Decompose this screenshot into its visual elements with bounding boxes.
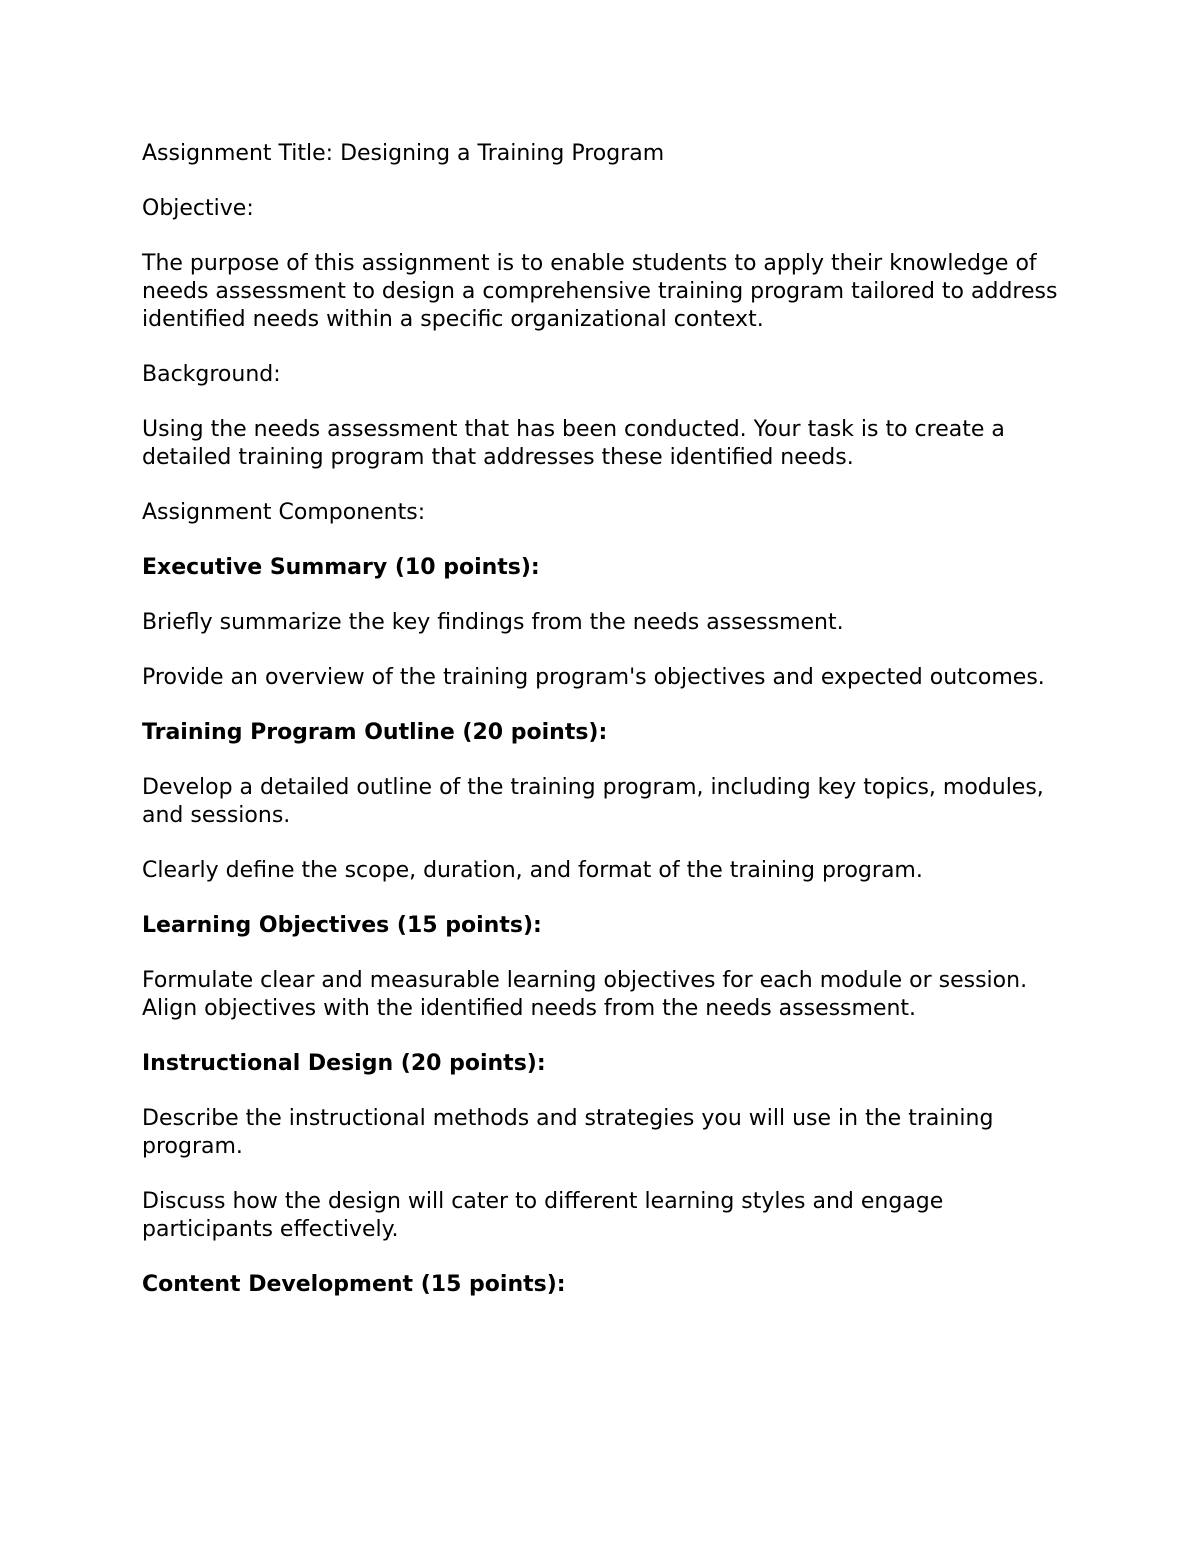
assignment-title: Assignment Title: Designing a Training Program xyxy=(142,141,665,166)
section-paragraph: Develop a detailed outline of the training program, including key topics, modules, and sessions. xyxy=(142,775,1044,828)
document-body xyxy=(142,140,1072,1326)
background-text: Using the needs assessment that has been conducted. Your task is to create a detailed training program that addresses these identified needs. xyxy=(142,417,1005,470)
section-heading-executive-summary: Executive Summary (10 points): xyxy=(142,555,540,580)
section-paragraph: Formulate clear and measurable learning objectives for each module or session. Align objectives with the identified needs from the needs assessment. xyxy=(142,968,1028,1021)
objective-text: The purpose of this assignment is to enable students to apply their knowledge of needs assessment to design a comprehensive training program tailored to address identified needs within a specific organizational context. xyxy=(142,251,1058,332)
section-paragraph: Clearly define the scope, duration, and format of the training program. xyxy=(142,858,923,883)
background-label: Background: xyxy=(142,362,281,387)
section-paragraph: Briefly summarize the key findings from the needs assessment. xyxy=(142,610,844,635)
section-heading-content-development: Content Development (15 points): xyxy=(142,1272,566,1297)
section-heading-training-program-outline: Training Program Outline (20 points): xyxy=(142,720,608,745)
section-paragraph: Provide an overview of the training program's objectives and expected outcomes. xyxy=(142,665,1045,690)
section-paragraph: Describe the instructional methods and strategies you will use in the training program. xyxy=(142,1106,994,1159)
section-heading-learning-objectives: Learning Objectives (15 points): xyxy=(142,913,542,938)
components-label: Assignment Components: xyxy=(142,500,426,525)
section-paragraph: Discuss how the design will cater to different learning styles and engage participants effectively. xyxy=(142,1189,944,1242)
section-heading-instructional-design: Instructional Design (20 points): xyxy=(142,1051,546,1076)
objective-label: Objective: xyxy=(142,196,254,221)
